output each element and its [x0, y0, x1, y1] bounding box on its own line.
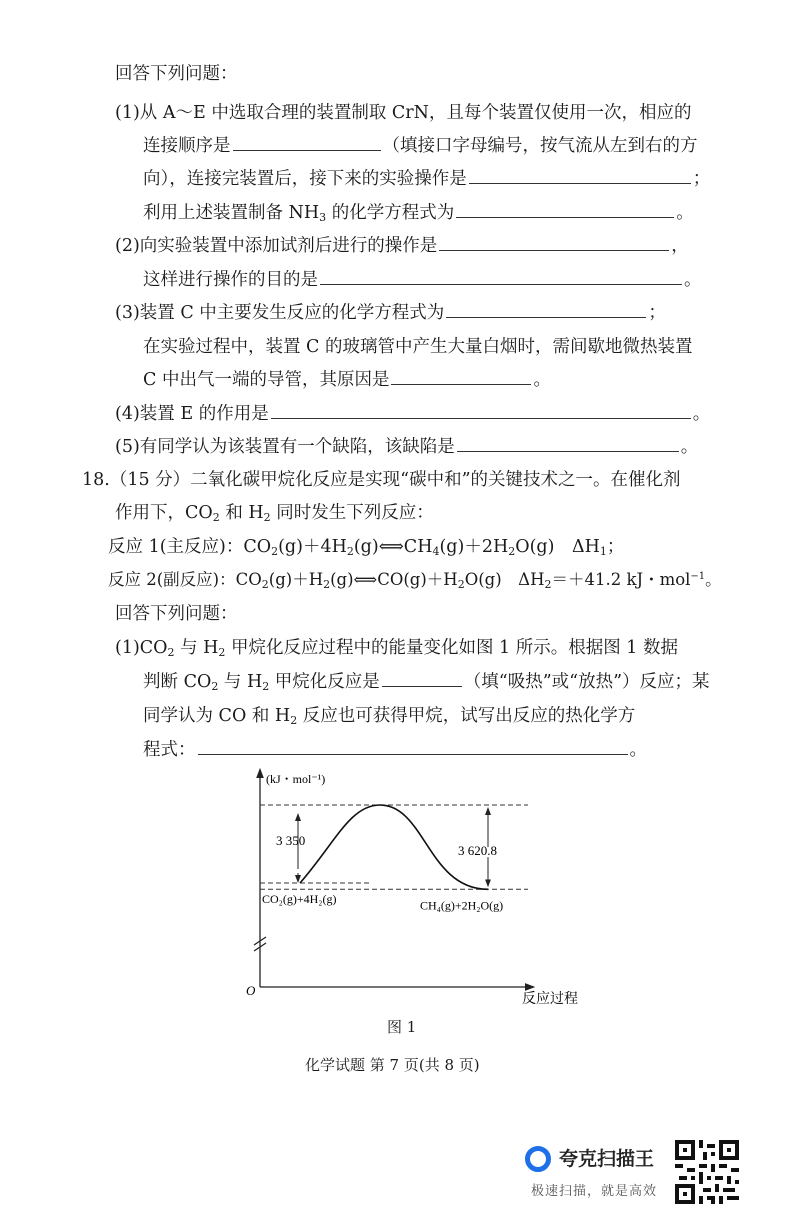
q17-part1-line4: 利用上述装置制备 $NH_3$ 的化学方程式为 。 [143, 203, 694, 224]
q17-part3-line3: C 中出气一端的导管，其原因是 。 [143, 370, 551, 390]
q17-part1-line1: (1)从 A～E 中选取合理的装置制取 CrN，且每个装置仅使用一次，相应的 [115, 103, 692, 123]
scanner-watermark [525, 1140, 785, 1210]
answer-blank[interactable] [233, 134, 381, 151]
page-footer: 化学试题 第 7 页(共 8 页) [305, 1056, 480, 1074]
answer-blank[interactable] [456, 201, 674, 218]
q18-part1-line3: 同学认为 CO 和 $H_2$ 反应也可获得甲烷，试写出反应的热化学方 [143, 706, 636, 727]
answer-blank[interactable] [382, 670, 462, 687]
q18-part1-line1: $(1)CO_2$ 与 $H_2$ 甲烷化反应过程中的能量变化如图 1 所示。根据图 1 数据 [115, 638, 679, 659]
origin-label: O [246, 983, 256, 998]
q17-part3-line2: 在实验过程中，装置 C 的玻璃管中产生大量白烟时，需间歇地微热装置 [143, 337, 693, 357]
q17-part3-line1: (3)装置 C 中主要发生反应的化学方程式为 ； [115, 303, 666, 323]
q17-part2-line1: (2)向实验装置中添加试剂后进行的操作是 ， [115, 236, 689, 256]
answer-blank[interactable] [320, 268, 682, 285]
q18-part1-line4: 程式： 。 [143, 740, 647, 760]
x-axis-label: 反应过程 [522, 991, 578, 1007]
answer-blank[interactable] [446, 301, 646, 318]
answer-blank[interactable] [457, 435, 679, 452]
reverse-barrier-label: 3 620.8 [458, 843, 497, 859]
q18-part1-line2: 判断 $CO_2$ 与 $H_2$ 甲烷化反应是 （填“吸热”或“放热”）反应；某 [143, 672, 710, 693]
q17-part2-line2: 这样进行操作的目的是 。 [143, 270, 702, 290]
product-label: CH₄(g)+2H₂O(g) [420, 898, 504, 913]
answer-blank[interactable] [391, 368, 531, 385]
y-axis-label: (kJ・mol⁻¹) [266, 772, 326, 786]
q18-reaction1: 反应 1(主反应)：$CO_2(g)+4H_2(g)⟺CH_4(g)+2H_2O(g)$ $\Delta H_1$； [108, 537, 625, 558]
q17-part1-line3: 向），连接完装置后，接下来的实验操作是 ； [143, 169, 711, 189]
q17-part4: (4)装置 E 的作用是 。 [115, 404, 711, 424]
q17-part5: (5)有同学认为该装置有一个缺陷，该缺陷是 。 [115, 437, 699, 457]
energy-diagram-chart [230, 765, 610, 1015]
q18-line2: 作用下，$CO_2$ 和 $H_2$ 同时发生下列反应： [115, 503, 434, 524]
answer-blank[interactable] [271, 402, 691, 419]
q17-part1-line2: 连接顺序是 （填接口字母编号，按气流从左到右的方 [143, 136, 698, 156]
q18-reaction2: 反应 2(副反应)：$CO_2(g)+H_2(g)⟺CO(g)+H_2O(g)$ $\Delta H_2=+41.2$ kJ・mol$^{-1}$。 [108, 570, 722, 591]
figure-caption: 图 1 [387, 1018, 417, 1036]
q18-intro: 回答下列问题： [115, 604, 238, 624]
scanner-slogan: 极速扫描，就是高效 [531, 1184, 658, 1199]
reactant-label: CO₂(g)+4H₂(g) [262, 892, 337, 906]
scanner-logo-icon [525, 1146, 551, 1172]
answer-blank[interactable] [469, 167, 691, 184]
q18-heading: 18.（15 分）二氧化碳甲烷化反应是实现“碳中和”的关键技术之一。在催化剂 [82, 470, 681, 490]
answer-blank[interactable] [439, 234, 669, 251]
qr-code-icon [675, 1140, 739, 1204]
q17-intro: 回答下列问题： [115, 64, 238, 84]
scanner-brand: 夸克扫描王 [559, 1148, 655, 1170]
answer-blank[interactable] [198, 738, 628, 755]
activation-energy-label: 3 350 [276, 833, 306, 848]
